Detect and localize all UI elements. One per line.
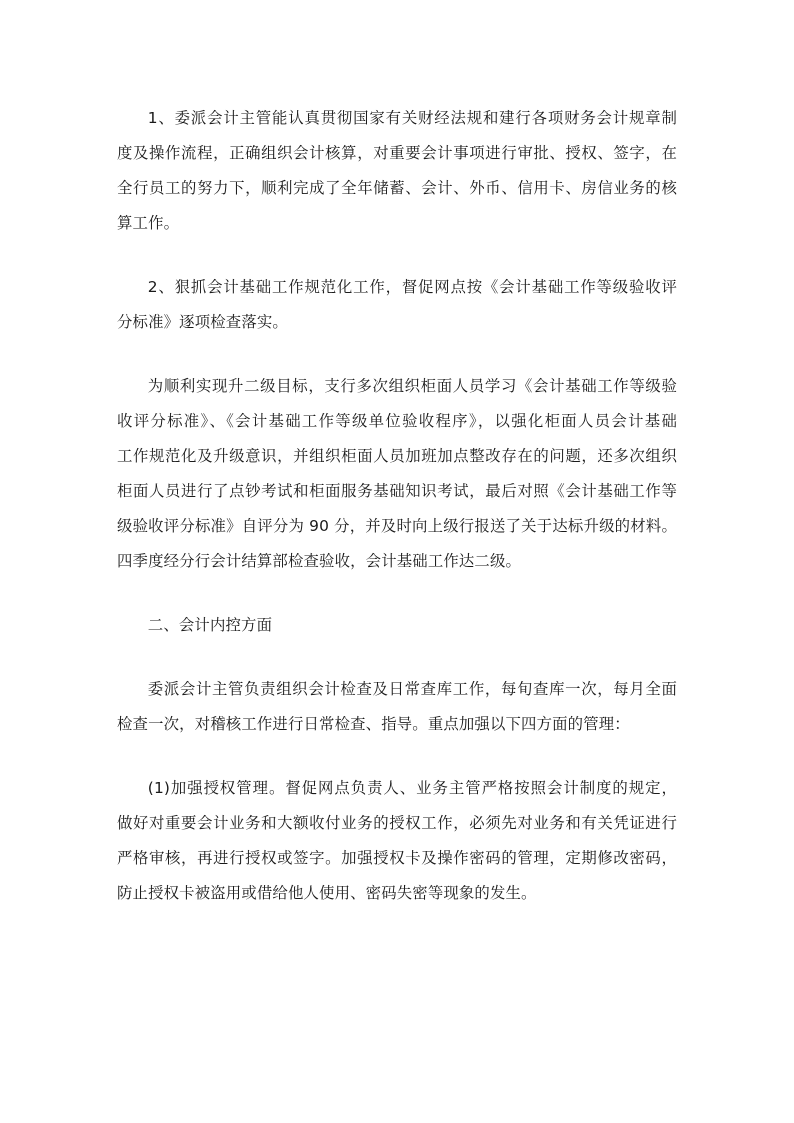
text-line: 收评分标准》、《会计基础工作等级单位验收程序》，以强化柜面人员会计基础 <box>117 412 677 430</box>
text-line: 分标准》逐项检查落实。 <box>117 313 288 331</box>
text-line: (1)加强授权管理。督促网点负责人、业务主管严格按照会计制度的规定， <box>147 779 677 797</box>
paragraph-level-two-upgrade <box>117 369 677 579</box>
text-line: 全行员工的努力下，顺利完成了全年储蓄、会计、外币、信用卡、房信业务的核 <box>117 179 677 197</box>
text-line: 算工作。 <box>117 214 180 232</box>
text-line: 工作规范化及升级意识，并组织柜面人员加班加点整改存在的问题，还多次组织 <box>117 447 677 465</box>
text-line: 做好对重要会计业务和大额收付业务的授权工作，必须先对业务和有关凭证进行 <box>117 814 677 832</box>
text-line: 级验收评分标准》自评分为 90 分，并及时向上级行报送了关于达标升级的材料。 <box>117 517 677 535</box>
text-line: 度及操作流程，正确组织会计核算，对重要会计事项进行审批、授权、签字，在 <box>117 144 677 162</box>
section-heading-internal-control <box>117 608 677 643</box>
paragraph-basic-work-standardization <box>117 270 677 340</box>
paragraph-authorization-management <box>117 771 677 911</box>
paragraph-accounting-supervisor-duties <box>117 101 677 241</box>
text-line: 柜面人员进行了点钞考试和柜面服务基础知识考试，最后对照《会计基础工作等 <box>117 482 677 500</box>
text-line: 严格审核，再进行授权或签字。加强授权卡及操作密码的管理，定期修改密码， <box>117 849 677 867</box>
text-line: 二、会计内控方面 <box>147 616 273 634</box>
document-body <box>117 101 677 940</box>
text-line: 检查一次，对稽核工作进行日常检查、指导。重点加强以下四方面的管理： <box>117 715 630 733</box>
text-line: 1、委派会计主管能认真贯彻国家有关财经法规和建行各项财务会计规章制 <box>147 109 677 127</box>
text-line: 2、狠抓会计基础工作规范化工作，督促网点按《会计基础工作等级验收评 <box>147 278 677 296</box>
paragraph-inspection-duties <box>117 672 677 742</box>
text-line: 防止授权卡被盗用或借给他人使用、密码失密等现象的发生。 <box>117 884 537 902</box>
text-line: 委派会计主管负责组织会计检查及日常查库工作，每旬查库一次，每月全面 <box>147 680 677 698</box>
text-line: 为顺利实现升二级目标，支行多次组织柜面人员学习《会计基础工作等级验 <box>147 377 677 395</box>
text-line: 四季度经分行会计结算部检查验收，会计基础工作达二级。 <box>117 552 522 570</box>
